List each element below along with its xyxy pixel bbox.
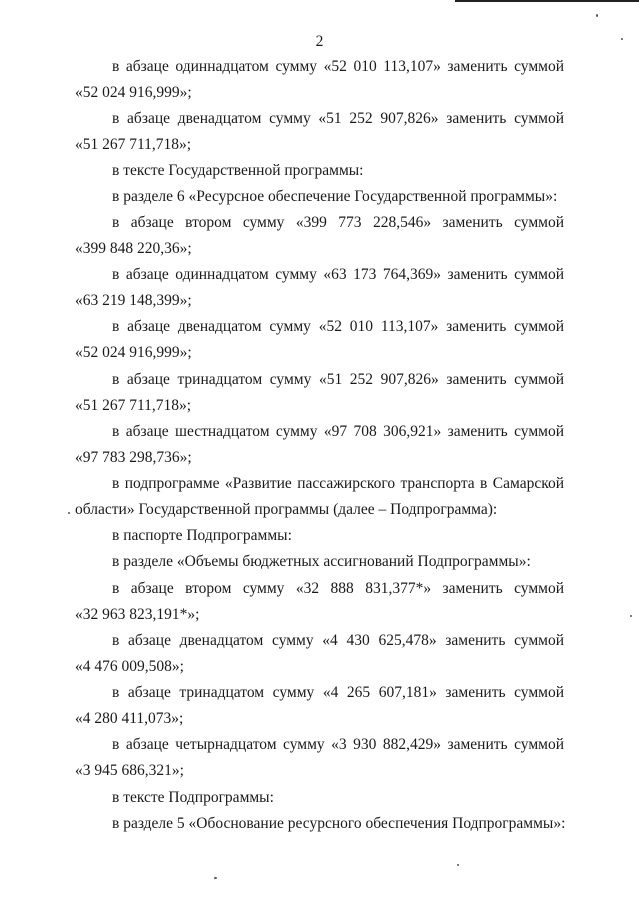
text-line-21: в абзаце втором сумму «32 888 831,377*» заменить суммой bbox=[112, 580, 564, 597]
text-line-20: в разделе «Объемы бюджетных ассигнований Подпрограммы»: bbox=[112, 553, 531, 570]
text-line-30: в разделе 5 «Обоснование ресурсного обеспечения Подпрограммы»: bbox=[112, 815, 566, 832]
text-line-26: «4 280 411,073»; bbox=[75, 710, 184, 727]
scan-speck bbox=[621, 38, 623, 40]
text-line-3: в абзаце двенадцатом сумму «51 252 907,826» заменить суммой bbox=[112, 110, 564, 127]
text-line-9: в абзаце одиннадцатом сумму «63 173 764,369» заменить суммой bbox=[112, 266, 564, 283]
page-number: 2 bbox=[315, 33, 324, 50]
text-line-7: в абзаце втором сумму «399 773 228,546» заменить суммой bbox=[112, 214, 564, 231]
text-line-23: в абзаце двенадцатом сумму «4 430 625,478» заменить суммой bbox=[112, 632, 564, 649]
text-line-13: в абзаце тринадцатом сумму «51 252 907,826» заменить суммой bbox=[112, 371, 564, 388]
top-border-line bbox=[455, 0, 639, 2]
text-line-5: в тексте Государственной программы: bbox=[112, 162, 364, 179]
text-line-1: в абзаце одиннадцатом сумму «52 010 113,107» заменить суммой bbox=[112, 58, 564, 75]
text-line-10: «63 219 148,399»; bbox=[75, 292, 192, 309]
scan-speck bbox=[596, 14, 598, 17]
text-line-14: «51 267 711,718»; bbox=[75, 397, 192, 414]
text-line-17: в подпрограмме «Развитие пассажирского транспорта в Самарской bbox=[112, 475, 564, 492]
scan-speck bbox=[214, 877, 217, 879]
text-line-16: «97 783 298,736»; bbox=[75, 449, 192, 466]
scan-speck bbox=[457, 864, 459, 866]
scan-speck bbox=[630, 615, 632, 617]
text-line-15: в абзаце шестнадцатом сумму «97 708 306,921» заменить суммой bbox=[112, 423, 564, 440]
text-line-11: в абзаце двенадцатом сумму «52 010 113,107» заменить суммой bbox=[112, 318, 564, 335]
text-line-28: «3 945 686,321»; bbox=[75, 762, 184, 779]
text-line-29: в тексте Подпрограммы: bbox=[112, 789, 274, 806]
text-line-25: в абзаце тринадцатом сумму «4 265 607,181» заменить суммой bbox=[112, 684, 564, 701]
text-line-12: «52 024 916,999»; bbox=[75, 344, 192, 361]
text-line-2: «52 024 916,999»; bbox=[75, 84, 192, 101]
text-line-18: области» Государственной программы (далее – Подпрограмма): bbox=[75, 501, 498, 518]
text-line-8: «399 848 220,36»; bbox=[75, 240, 192, 257]
text-line-24: «4 476 009,508»; bbox=[75, 658, 184, 675]
text-line-4: «51 267 711,718»; bbox=[75, 136, 192, 153]
text-line-27: в абзаце четырнадцатом сумму «3 930 882,429» заменить суммой bbox=[112, 736, 564, 753]
text-line-22: «32 963 823,191*»; bbox=[75, 606, 200, 623]
scan-speck bbox=[68, 512, 70, 514]
text-line-19: в паспорте Подпрограммы: bbox=[112, 527, 292, 544]
text-line-6: в разделе 6 «Ресурсное обеспечение Государственной программы»: bbox=[112, 188, 558, 205]
